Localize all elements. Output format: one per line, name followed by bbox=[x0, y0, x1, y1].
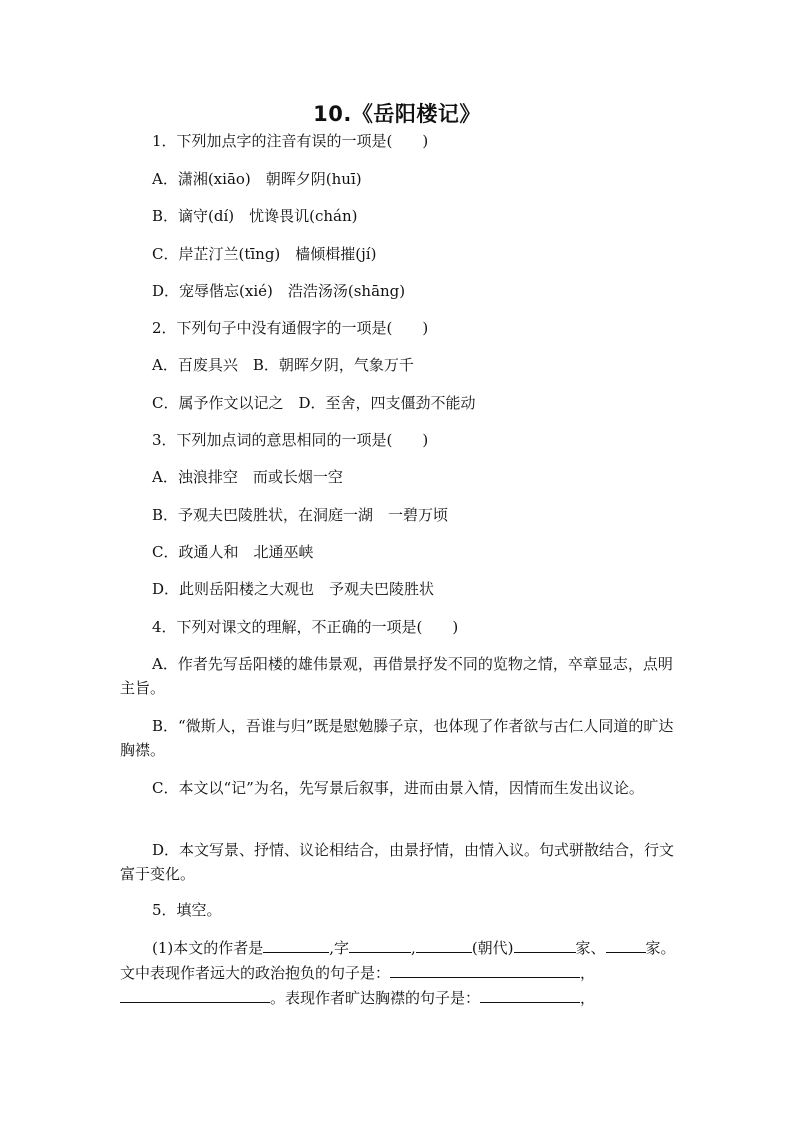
blank-dynasty[interactable] bbox=[416, 938, 472, 953]
q1-option-d: D．宠辱偕忘(xié) 浩浩汤汤(shāng) bbox=[152, 282, 406, 300]
q1-option-b: B．谪守(dí) 忧谗畏讥(chán) bbox=[152, 207, 358, 225]
blank-courtesy-name[interactable] bbox=[349, 938, 411, 953]
q4-option-a: A．作者先写岳阳楼的雄伟景观，再借景抒发不同的览物之情，卒章显志，点明主旨。 bbox=[120, 655, 673, 697]
blank-role-1[interactable] bbox=[514, 938, 576, 953]
q5-stem: 5．填空。 bbox=[152, 901, 222, 919]
q2-stem: 2．下列句子中没有通假字的一项是( ) bbox=[152, 319, 429, 337]
blank-ambition-line-2[interactable] bbox=[120, 988, 270, 1003]
blank-author[interactable] bbox=[263, 938, 329, 953]
q3-option-a: A．浊浪排空 而或长烟一空 bbox=[152, 468, 343, 486]
q4-option-d: D．本文写景、抒情、议论相结合，由景抒情，由情入议。句式骈散结合，行文富于变化。 bbox=[120, 841, 675, 883]
blank-role-2[interactable] bbox=[606, 938, 646, 953]
q2-options-cd: C．属予作文以记之 D．至舍，四支僵劲不能动 bbox=[152, 394, 476, 412]
blank-ambition-line-1[interactable] bbox=[390, 963, 580, 978]
q4-stem: 4．下列对课文的理解，不正确的一项是( ) bbox=[152, 618, 459, 636]
q1-stem: 1．下列加点字的注音有误的一项是( ) bbox=[152, 132, 429, 150]
q1-option-c: C．岸芷汀兰(tīng) 樯倾楫摧(jí) bbox=[152, 245, 377, 263]
q3-stem: 3．下列加点词的意思相同的一项是( ) bbox=[152, 431, 429, 449]
q1-option-a: A．潇湘(xiāo) 朝晖夕阴(huī) bbox=[152, 170, 362, 188]
q5-fill-paragraph: (1)本文的作者是 ,字 , (朝代) 家、 家。文中表现作者远大的政治抱负的句子是： ，。表现作者旷达胸襟的句子是： ， bbox=[120, 939, 676, 1007]
page-title: 10.《岳阳楼记》 bbox=[313, 102, 481, 126]
blank-broadmind-line[interactable] bbox=[480, 988, 580, 1003]
q4-option-c: C．本文以“记”为名，先写景后叙事，进而由景入情，因情而生发出议论。 bbox=[152, 779, 644, 797]
q3-option-b: B．予观夫巴陵胜状，在洞庭一湖 一碧万顷 bbox=[152, 506, 449, 524]
q4-option-b: B．“微斯人，吾谁与归”既是慰勉滕子京，也体现了作者欲与古仁人同道的旷达胸襟。 bbox=[120, 717, 674, 759]
q2-options-ab: A．百废具兴 B．朝晖夕阴，气象万千 bbox=[152, 356, 414, 374]
q3-option-c: C．政通人和 北通巫峡 bbox=[152, 543, 314, 561]
q3-option-d: D．此则岳阳楼之大观也 予观夫巴陵胜状 bbox=[152, 580, 435, 598]
